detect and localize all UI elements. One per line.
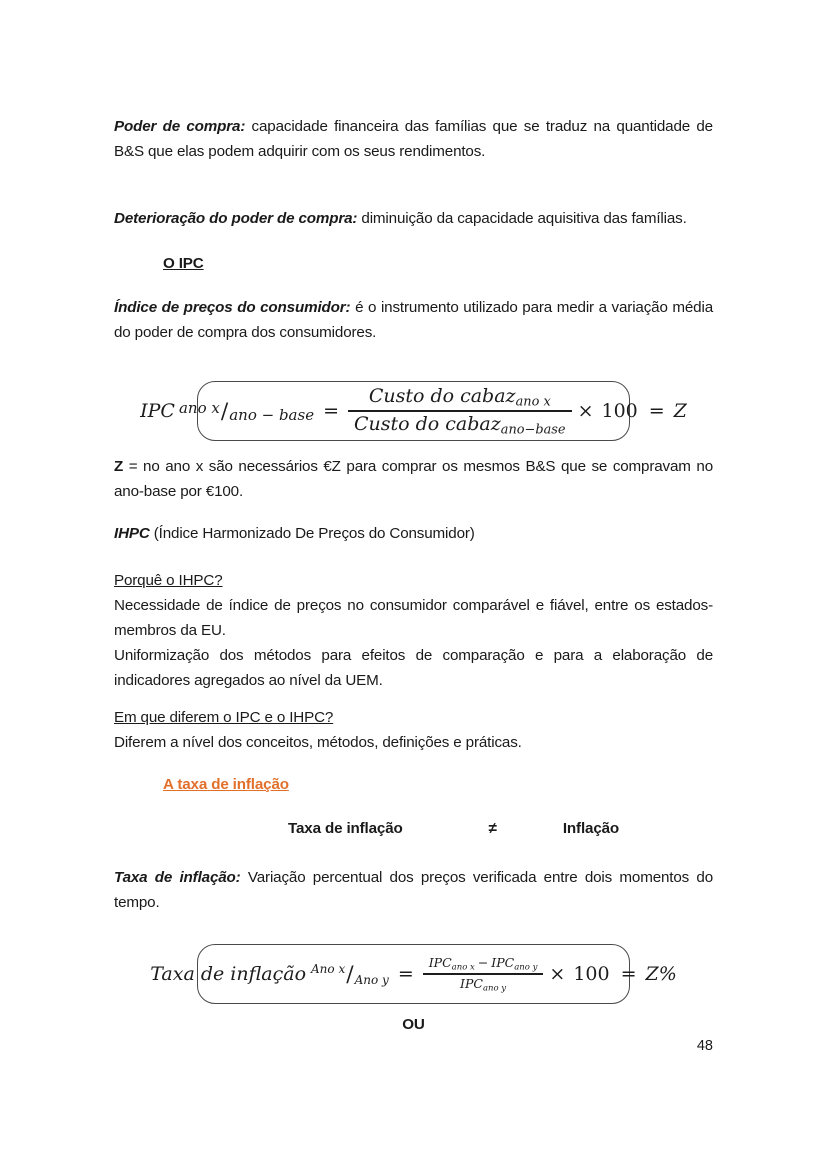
ipc-den-subscript: ano−base: [500, 422, 566, 438]
ipc-num-subscript: ano x: [515, 394, 551, 410]
taxa-slash: /: [346, 961, 354, 987]
text-porque-ihpc-2: Uniformização dos métodos para efeitos de comparação e para a elaboração de indicadores agregados ao nível da UEM.: [114, 647, 713, 689]
heading-taxa-inflacao-wrap: [114, 772, 713, 797]
ipc-year-base: ano − base: [229, 405, 315, 424]
taxa-fraction-numerator: $IPC_{ano x} - IPC_{ano y}$: [428, 954, 538, 973]
heading-taxa-de-inflacao: A taxa de inflação: [163, 776, 289, 793]
taxa-ano-y: Ano y: [354, 972, 389, 987]
text-taxa-inflacao: Variação percentual dos preços verificada entre dois momentos do tempo.: [114, 869, 713, 911]
ipc-equals: =: [323, 400, 339, 422]
page-number: 48: [696, 1038, 713, 1054]
text-ihpc: (Índice Harmonizado De Preços do Consumidor): [149, 525, 475, 542]
text-porque-ihpc-1: Necessidade de índice de preços no consumidor comparável e fiável, entre os estados-membros da EU.: [114, 597, 713, 639]
formula-ipc-expression: [140, 385, 687, 438]
taxa-times: ×: [549, 963, 566, 985]
section-porque-ihpc: [114, 568, 713, 693]
paragraph-deterioracao: [114, 206, 713, 231]
paragraph-ihpc: [114, 521, 713, 546]
ipc-year-x: ano x: [178, 398, 220, 417]
ipc-result: Z: [673, 400, 687, 422]
taxa-hundred: 100: [573, 963, 610, 985]
taxa-fraction: [423, 955, 544, 993]
heading-o-ipc-wrap: [114, 251, 713, 276]
paragraph-z-explanation: [114, 454, 713, 504]
formula-box-ipc: [140, 381, 687, 441]
term-deterioracao: Deterioração do poder de compra:: [114, 210, 358, 227]
ipc-times: ×: [577, 400, 594, 422]
text-diferencas: Diferem a nível dos conceitos, métodos, definições e práticas.: [114, 734, 522, 751]
comparison-row: [288, 820, 619, 837]
taxa-equals: =: [397, 963, 414, 985]
ipc-fraction-denominator: Custo do cabaz$_{ano-base}$: [354, 412, 566, 438]
text-z: = no ano x são necessários €Z para comprar os mesmos B&S que se compravam no ano-base por €100.: [114, 458, 713, 500]
ipc-fraction-numerator: Custo do cabaz$_{ano x}$: [368, 384, 551, 410]
taxa-equals-2: =: [620, 963, 637, 985]
term-z: Z: [114, 458, 124, 475]
ipc-fraction: [348, 385, 572, 438]
comparison-right: Inflação: [562, 820, 620, 837]
taxa-label: Taxa de inflação: [150, 963, 307, 985]
text-poder-de-compra: capacidade financeira das famílias que se traduz na quantidade de B&S que elas podem adquirir com os seus rendimentos.: [114, 118, 713, 160]
comparison-operator: ≠: [488, 820, 497, 837]
term-taxa-inflacao: Taxa de inflação:: [114, 869, 241, 886]
term-poder-de-compra: Poder de compra:: [114, 118, 246, 135]
paragraph-poder-de-compra: [114, 114, 713, 164]
text-deterioracao: diminuição da capacidade aquisitiva das famílias.: [357, 210, 687, 227]
taxa-ano-x: Ano x: [311, 961, 346, 976]
ipc-hundred: 100: [601, 400, 638, 422]
heading-porque-ihpc: Porquê o IHPC?: [114, 572, 223, 589]
paragraph-indice-precos: [114, 295, 713, 345]
label-ou: OU: [402, 1016, 425, 1033]
heading-diferencas: Em que diferem o IPC e o IHPC?: [114, 709, 334, 726]
section-diferencas: [114, 705, 713, 755]
taxa-result: Z%: [645, 963, 677, 985]
comparison-left: Taxa de inflação: [288, 820, 403, 837]
formula-taxa-expression: [150, 955, 677, 993]
paragraph-taxa-inflacao-def: [114, 865, 713, 915]
formula-box-taxa-inflacao: [150, 944, 677, 1004]
ipc-equals-2: =: [648, 400, 665, 422]
ipc-slash: /: [220, 398, 229, 424]
text-indice-precos: é o instrumento utilizado para medir a variação média do poder de compra dos consumidores.: [114, 299, 714, 341]
heading-o-ipc: O IPC: [163, 255, 204, 272]
ipc-label: IPC: [140, 400, 175, 422]
taxa-fraction-denominator: $IPC_{ano y}$: [460, 975, 507, 994]
term-indice-precos: Índice de preços do consumidor:: [114, 299, 351, 316]
term-ihpc: IHPC: [114, 525, 150, 542]
